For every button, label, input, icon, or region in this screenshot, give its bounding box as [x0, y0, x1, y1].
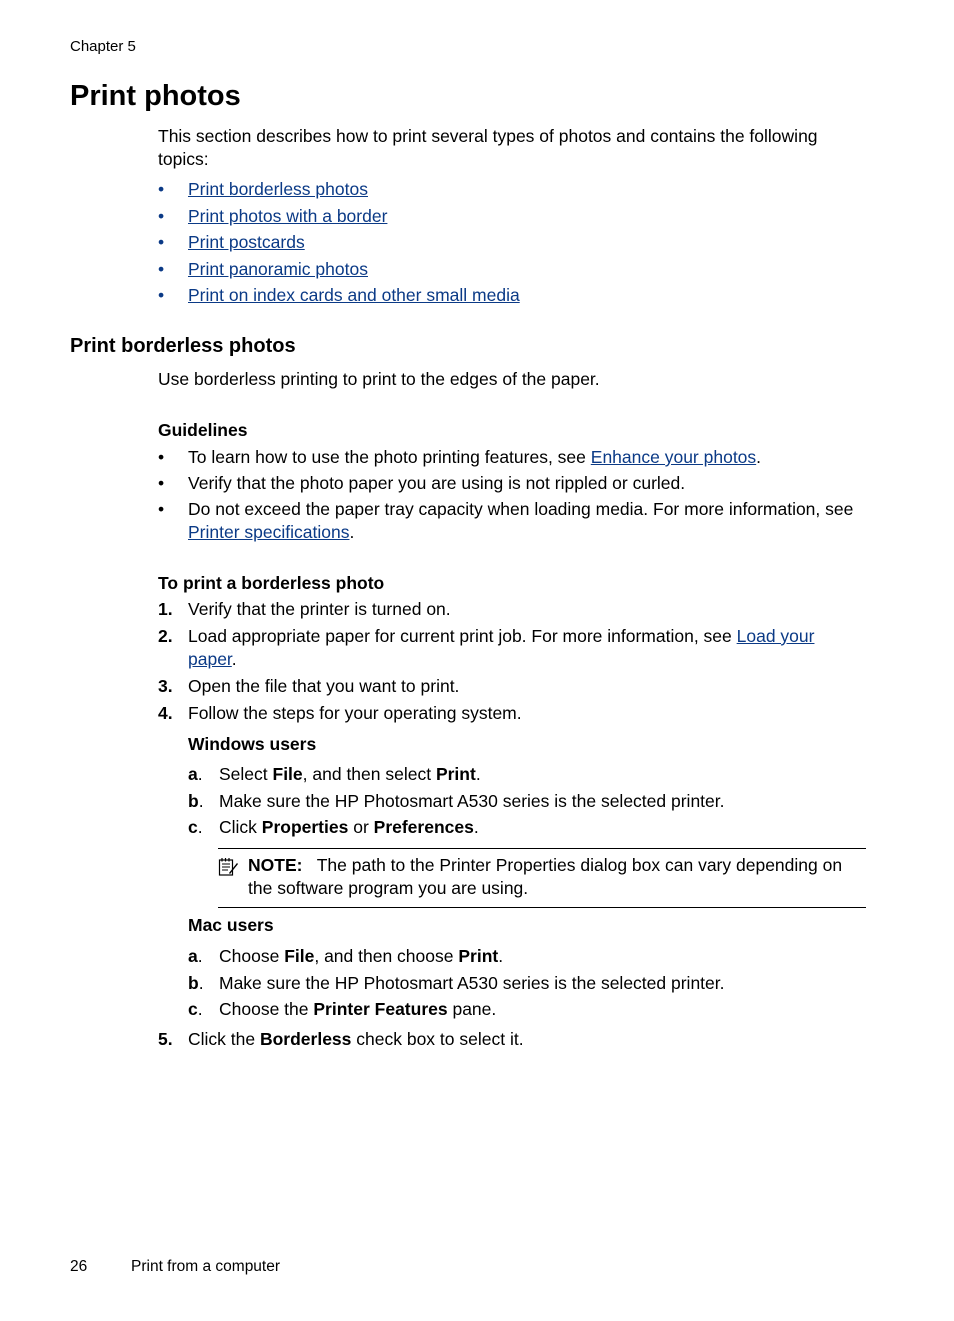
step-item	[158, 675, 858, 698]
substep-item: a. Select File, and then select Print.	[188, 764, 481, 784]
step-number: 3.	[158, 676, 173, 696]
topic-item	[158, 205, 520, 232]
bullet-icon: •	[158, 473, 165, 493]
menu-term: Borderless	[259, 1029, 352, 1049]
footer-title: Print from a computer	[131, 1258, 281, 1275]
page-title: Print photos	[70, 80, 241, 112]
section-heading: Print borderless photos	[70, 335, 296, 357]
step-text: Follow the steps for your operating system.	[188, 703, 522, 723]
guidelines-heading: Guidelines	[158, 420, 248, 440]
step-number: 5.	[158, 1029, 173, 1049]
step-text-part: Click the	[188, 1029, 260, 1049]
menu-term: File	[272, 764, 303, 784]
substep-text: Make sure the HP Photosmart A530 series is the selected printer.	[219, 790, 725, 811]
intro-paragraph: This section describes how to print several types of photos and contains the following topics:	[158, 126, 818, 169]
topic-item	[158, 178, 520, 205]
topic-link-panoramic[interactable]: Print panoramic photos	[188, 258, 368, 279]
menu-term: Properties	[261, 817, 349, 837]
substep-letter: a	[188, 764, 198, 784]
guideline-text: .	[756, 447, 762, 467]
substep-text: .	[473, 817, 479, 837]
topic-item	[158, 284, 520, 311]
guideline-text: Verify that the photo paper you are using is not rippled or curled.	[188, 473, 686, 493]
substep-text: , and then select	[302, 764, 436, 784]
step-item	[158, 625, 858, 671]
menu-term: File	[284, 946, 315, 966]
mac-users-heading: Mac users	[188, 915, 274, 935]
substep-item: b. Make sure the HP Photosmart A530 series is the selected printer.	[188, 790, 725, 811]
substep-letter: b	[188, 972, 199, 993]
bullet-icon: •	[158, 285, 165, 305]
substep-text: Click	[219, 817, 262, 837]
step-text: Load appropriate paper for current print job. For more information, see	[188, 626, 737, 646]
topic-link-index-cards[interactable]: Print on index cards and other small media	[188, 285, 520, 305]
step-item	[158, 702, 858, 839]
topic-link-postcards[interactable]: Print postcards	[188, 232, 305, 252]
substep-text: , and then choose	[314, 946, 459, 966]
topic-list	[158, 178, 520, 311]
substep-letter: c	[188, 999, 198, 1019]
substep-text: Choose the	[219, 999, 314, 1019]
topic-link-border[interactable]: Print photos with a border	[188, 205, 388, 226]
substep-item: c. Choose the Printer Features pane.	[188, 999, 497, 1019]
mac-steps	[188, 945, 868, 1021]
note-body: The path to the Printer Properties dialog box can vary depending on the software program you are using.	[248, 855, 843, 898]
chapter-label: Chapter 5	[70, 38, 136, 55]
enhance-photos-link[interactable]: Enhance your photos	[590, 447, 757, 467]
windows-steps	[188, 763, 858, 839]
bullet-icon: •	[158, 499, 165, 519]
substep-text: .	[498, 946, 504, 966]
guideline-item	[158, 498, 858, 544]
substep-text: Make sure the HP Photosmart A530 series is the selected printer.	[219, 972, 725, 993]
note-text	[248, 854, 868, 900]
procedure-heading: To print a borderless photo	[158, 573, 385, 593]
substep-item: c. Click Properties or Preferences.	[188, 817, 479, 837]
substep-text: .	[475, 764, 481, 784]
note-icon	[218, 857, 238, 877]
substep-text: or	[348, 817, 374, 837]
guideline-item	[158, 472, 858, 495]
guideline-text: Do not exceed the paper tray capacity when loading media. For more information, see	[188, 499, 854, 519]
bullet-icon: •	[158, 258, 165, 279]
bullet-icon: •	[158, 232, 165, 252]
page-number: 26	[70, 1258, 88, 1275]
bullet-icon: •	[158, 447, 165, 467]
load-paper-link[interactable]: Load your paper	[188, 626, 815, 669]
topic-link-borderless[interactable]: Print borderless photos	[188, 179, 368, 199]
guideline-text: .	[349, 522, 355, 542]
substep-text: Choose	[219, 946, 285, 966]
guideline-text: To learn how to use the photo printing features, see	[188, 447, 591, 467]
menu-term: Print	[458, 946, 499, 966]
substep-letter: b	[188, 790, 199, 811]
step-item	[158, 598, 858, 621]
topic-item	[158, 231, 520, 258]
step-text: .	[231, 649, 237, 669]
step-number: 2.	[158, 626, 173, 646]
note-label: NOTE:	[248, 855, 303, 875]
step-number: 4.	[158, 703, 173, 723]
substep-letter: a	[188, 946, 198, 966]
printer-specifications-link[interactable]: Printer specifications	[188, 522, 350, 542]
menu-term: Preferences	[373, 817, 474, 837]
substep-text: pane.	[447, 999, 497, 1019]
step-text: Open the file that you want to print.	[188, 676, 460, 696]
bullet-icon: •	[158, 179, 165, 199]
step-text	[158, 1029, 524, 1049]
guidelines-list	[158, 446, 858, 547]
mac-section	[188, 914, 868, 1025]
section-intro: Use borderless printing to print to the edges of the paper.	[158, 369, 600, 389]
menu-term: Print	[435, 764, 476, 784]
step-text: Verify that the printer is turned on.	[188, 599, 451, 619]
procedure-steps	[158, 598, 858, 843]
step-text-part: check box to select it.	[351, 1029, 524, 1049]
note-box	[218, 848, 866, 908]
substep-letter: c	[188, 817, 198, 837]
topic-item	[158, 258, 520, 285]
substep-item: a. Choose File, and then choose Print.	[188, 946, 504, 966]
substep-item: b. Make sure the HP Photosmart A530 series is the selected printer.	[188, 972, 725, 993]
substep-text: Select	[219, 764, 273, 784]
windows-users-heading: Windows users	[188, 734, 317, 754]
menu-term: Printer Features	[313, 999, 448, 1019]
guideline-item	[158, 446, 858, 469]
step-number: 1.	[158, 599, 173, 619]
bullet-icon: •	[158, 205, 165, 226]
step-item-5	[158, 1028, 858, 1051]
